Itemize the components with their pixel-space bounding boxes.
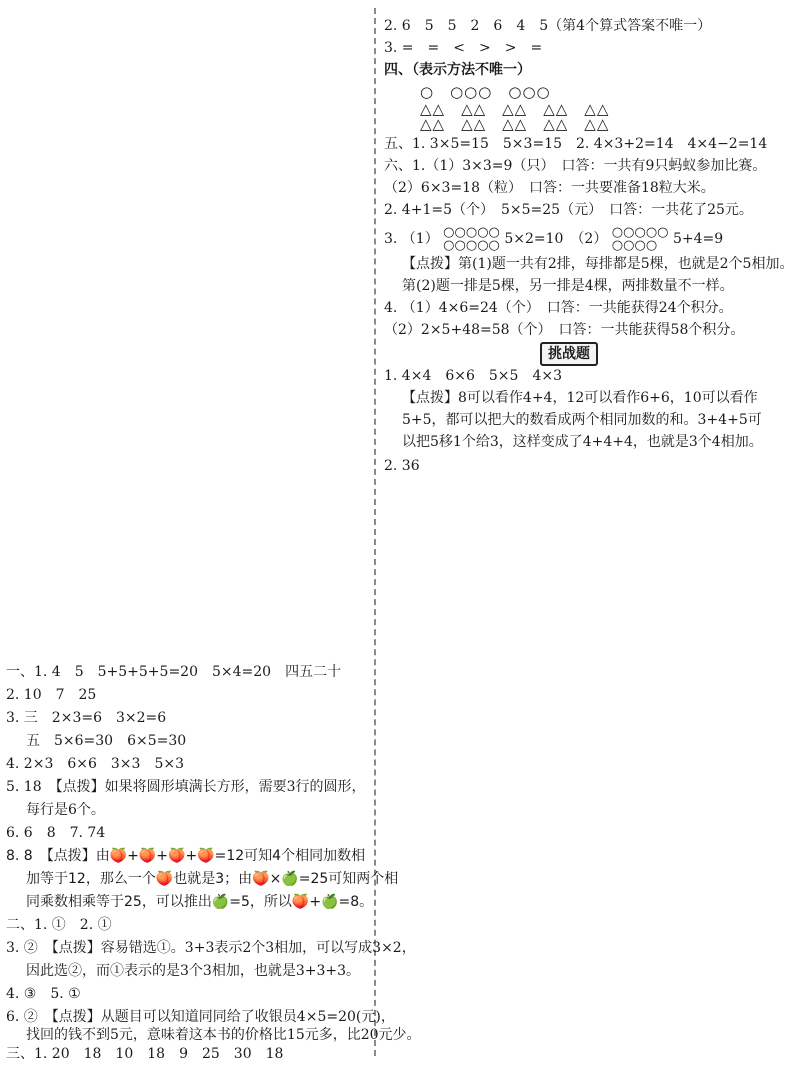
left-section-3-line: 三、1. 20 18 10 18 9 25 30 18 bbox=[6, 1046, 284, 1062]
left-section-2-answer-6: 6. ② 【点拨】从题目可以知道同同给了收银员4×5=20(元)， bbox=[6, 1009, 395, 1025]
challenge-answer-1: 1. 4×4 6×6 5×5 4×3 bbox=[384, 368, 562, 384]
left-answer-5: 5. 18 【点拨】如果将圆形填满长方形，需要3行的圆形， bbox=[6, 779, 366, 795]
challenge-title: 挑战题 bbox=[540, 342, 598, 366]
circles-group-2 bbox=[612, 226, 669, 252]
column-divider bbox=[374, 8, 376, 1056]
hint-line-1: 【点拨】第(1)题一共有2排，每排都是5棵，也就是2个5相加。 bbox=[402, 256, 794, 272]
left-section-1-line: 一、1. 4 5 5+5+5+5=20 5×4=20 四五二十 bbox=[6, 664, 342, 680]
left-answer-3: 3. 三 2×3=6 3×2=6 bbox=[6, 710, 167, 726]
triangles-top-row: △△ △△ △△ △△ △△ bbox=[420, 100, 610, 118]
left-section-2-answer-3-cont: 因此选②，而①表示的是3个3相加，也就是3+3+3。 bbox=[26, 963, 360, 979]
circles-row: ○ ○○○ ○○○ bbox=[420, 83, 551, 101]
circles-group-2-top: ○○○○○ bbox=[611, 225, 669, 240]
circles-group-1 bbox=[443, 226, 500, 252]
left-section-2-answer-4-5: 4. ③ 5. ① bbox=[6, 986, 81, 1002]
left-section-2-answer-6-cont: 找回的钱不到5元，意味着这本书的价格比15元多，比20元少。 bbox=[26, 1027, 421, 1043]
section-6-answer-4-1: 4. （1）4×6=24（个） 口答：一共能获得24个积分。 bbox=[384, 300, 733, 316]
challenge-hint-1: 【点拨】8可以看作4+4，12可以看作6+6，10可以看作 bbox=[402, 390, 758, 406]
answer-3-middle: 5×2=10 （2） bbox=[504, 231, 608, 247]
left-section-2-answer-3: 3. ② 【点拨】容易错选①。3+3表示2个3相加，可以写成3×2， bbox=[6, 940, 416, 956]
left-answer-2: 2. 10 7 25 bbox=[6, 687, 97, 703]
challenge-hint-3: 以把5移1个给3，这样变成了4+4+4，也就是3个4相加。 bbox=[402, 434, 763, 450]
left-answer-8-line-1: 8. 8 【点拨】由🍑+🍑+🍑+🍑=12可知4个相同加数相 bbox=[6, 848, 366, 864]
section-6-line-1: 六、1.（1）3×3=9（只） 口答：一共有9只蚂蚁参加比赛。 bbox=[384, 158, 767, 174]
circles-group-1-bottom: ○○○○○ bbox=[443, 238, 500, 253]
challenge-hint-2: 5+5，都可以把大的数看成两个相同加数的和。3+4+5可 bbox=[402, 412, 762, 428]
section-6-line-2: （2）6×3=18（粒） 口答：一共要准备18粒大米。 bbox=[384, 180, 715, 196]
answer-3-line: 3. = = < > > = bbox=[384, 40, 543, 56]
left-answer-8-line-2: 加等于12，那么一个🍑也就是3；由🍑×🍏=25可知两个相 bbox=[26, 871, 399, 887]
left-answer-3-cont: 五 5×6=30 6×5=30 bbox=[26, 733, 187, 749]
section-6-answer-2: 2. 4+1=5（个） 5×5=25（元） 口答：一共花了25元。 bbox=[384, 202, 753, 218]
section-6-answer-3 bbox=[384, 226, 723, 252]
circles-group-1-top: ○○○○○ bbox=[443, 225, 500, 240]
answer-3-suffix: 5+4=9 bbox=[672, 231, 724, 247]
section-4-heading: 四、（表示方法不唯一） bbox=[384, 62, 531, 78]
circles-group-2-bottom: ○○○○ bbox=[611, 238, 658, 253]
triangles-bottom-row: △△ △△ △△ △△ △△ bbox=[420, 115, 610, 133]
left-answer-6-7: 6. 6 8 7. 74 bbox=[6, 825, 106, 841]
hint-line-2: 第(2)题一排是5棵，另一排是4棵，两排数量不一样。 bbox=[402, 278, 734, 294]
section-5-line: 五、1. 3×5=15 5×3=15 2. 4×3+2=14 4×4−2=14 bbox=[384, 136, 768, 152]
left-section-2-line: 二、1. ① 2. ① bbox=[6, 917, 112, 933]
left-answer-5-cont: 每行是6个。 bbox=[26, 802, 105, 818]
answer-3-prefix: 3. （1） bbox=[384, 231, 439, 247]
answer-2-line: 2. 6 5 5 2 6 4 5（第4个算式答案不唯一） bbox=[384, 18, 712, 34]
challenge-answer-2: 2. 36 bbox=[384, 458, 420, 474]
section-6-answer-4-2: （2）2×5+48=58（个） 口答：一共能获得58个积分。 bbox=[384, 322, 745, 338]
left-answer-8-line-3: 同乘数相乘等于25，可以推出🍏=5，所以🍑+🍏=8。 bbox=[26, 894, 374, 910]
left-answer-4: 4. 2×3 6×6 3×3 5×3 bbox=[6, 756, 184, 772]
